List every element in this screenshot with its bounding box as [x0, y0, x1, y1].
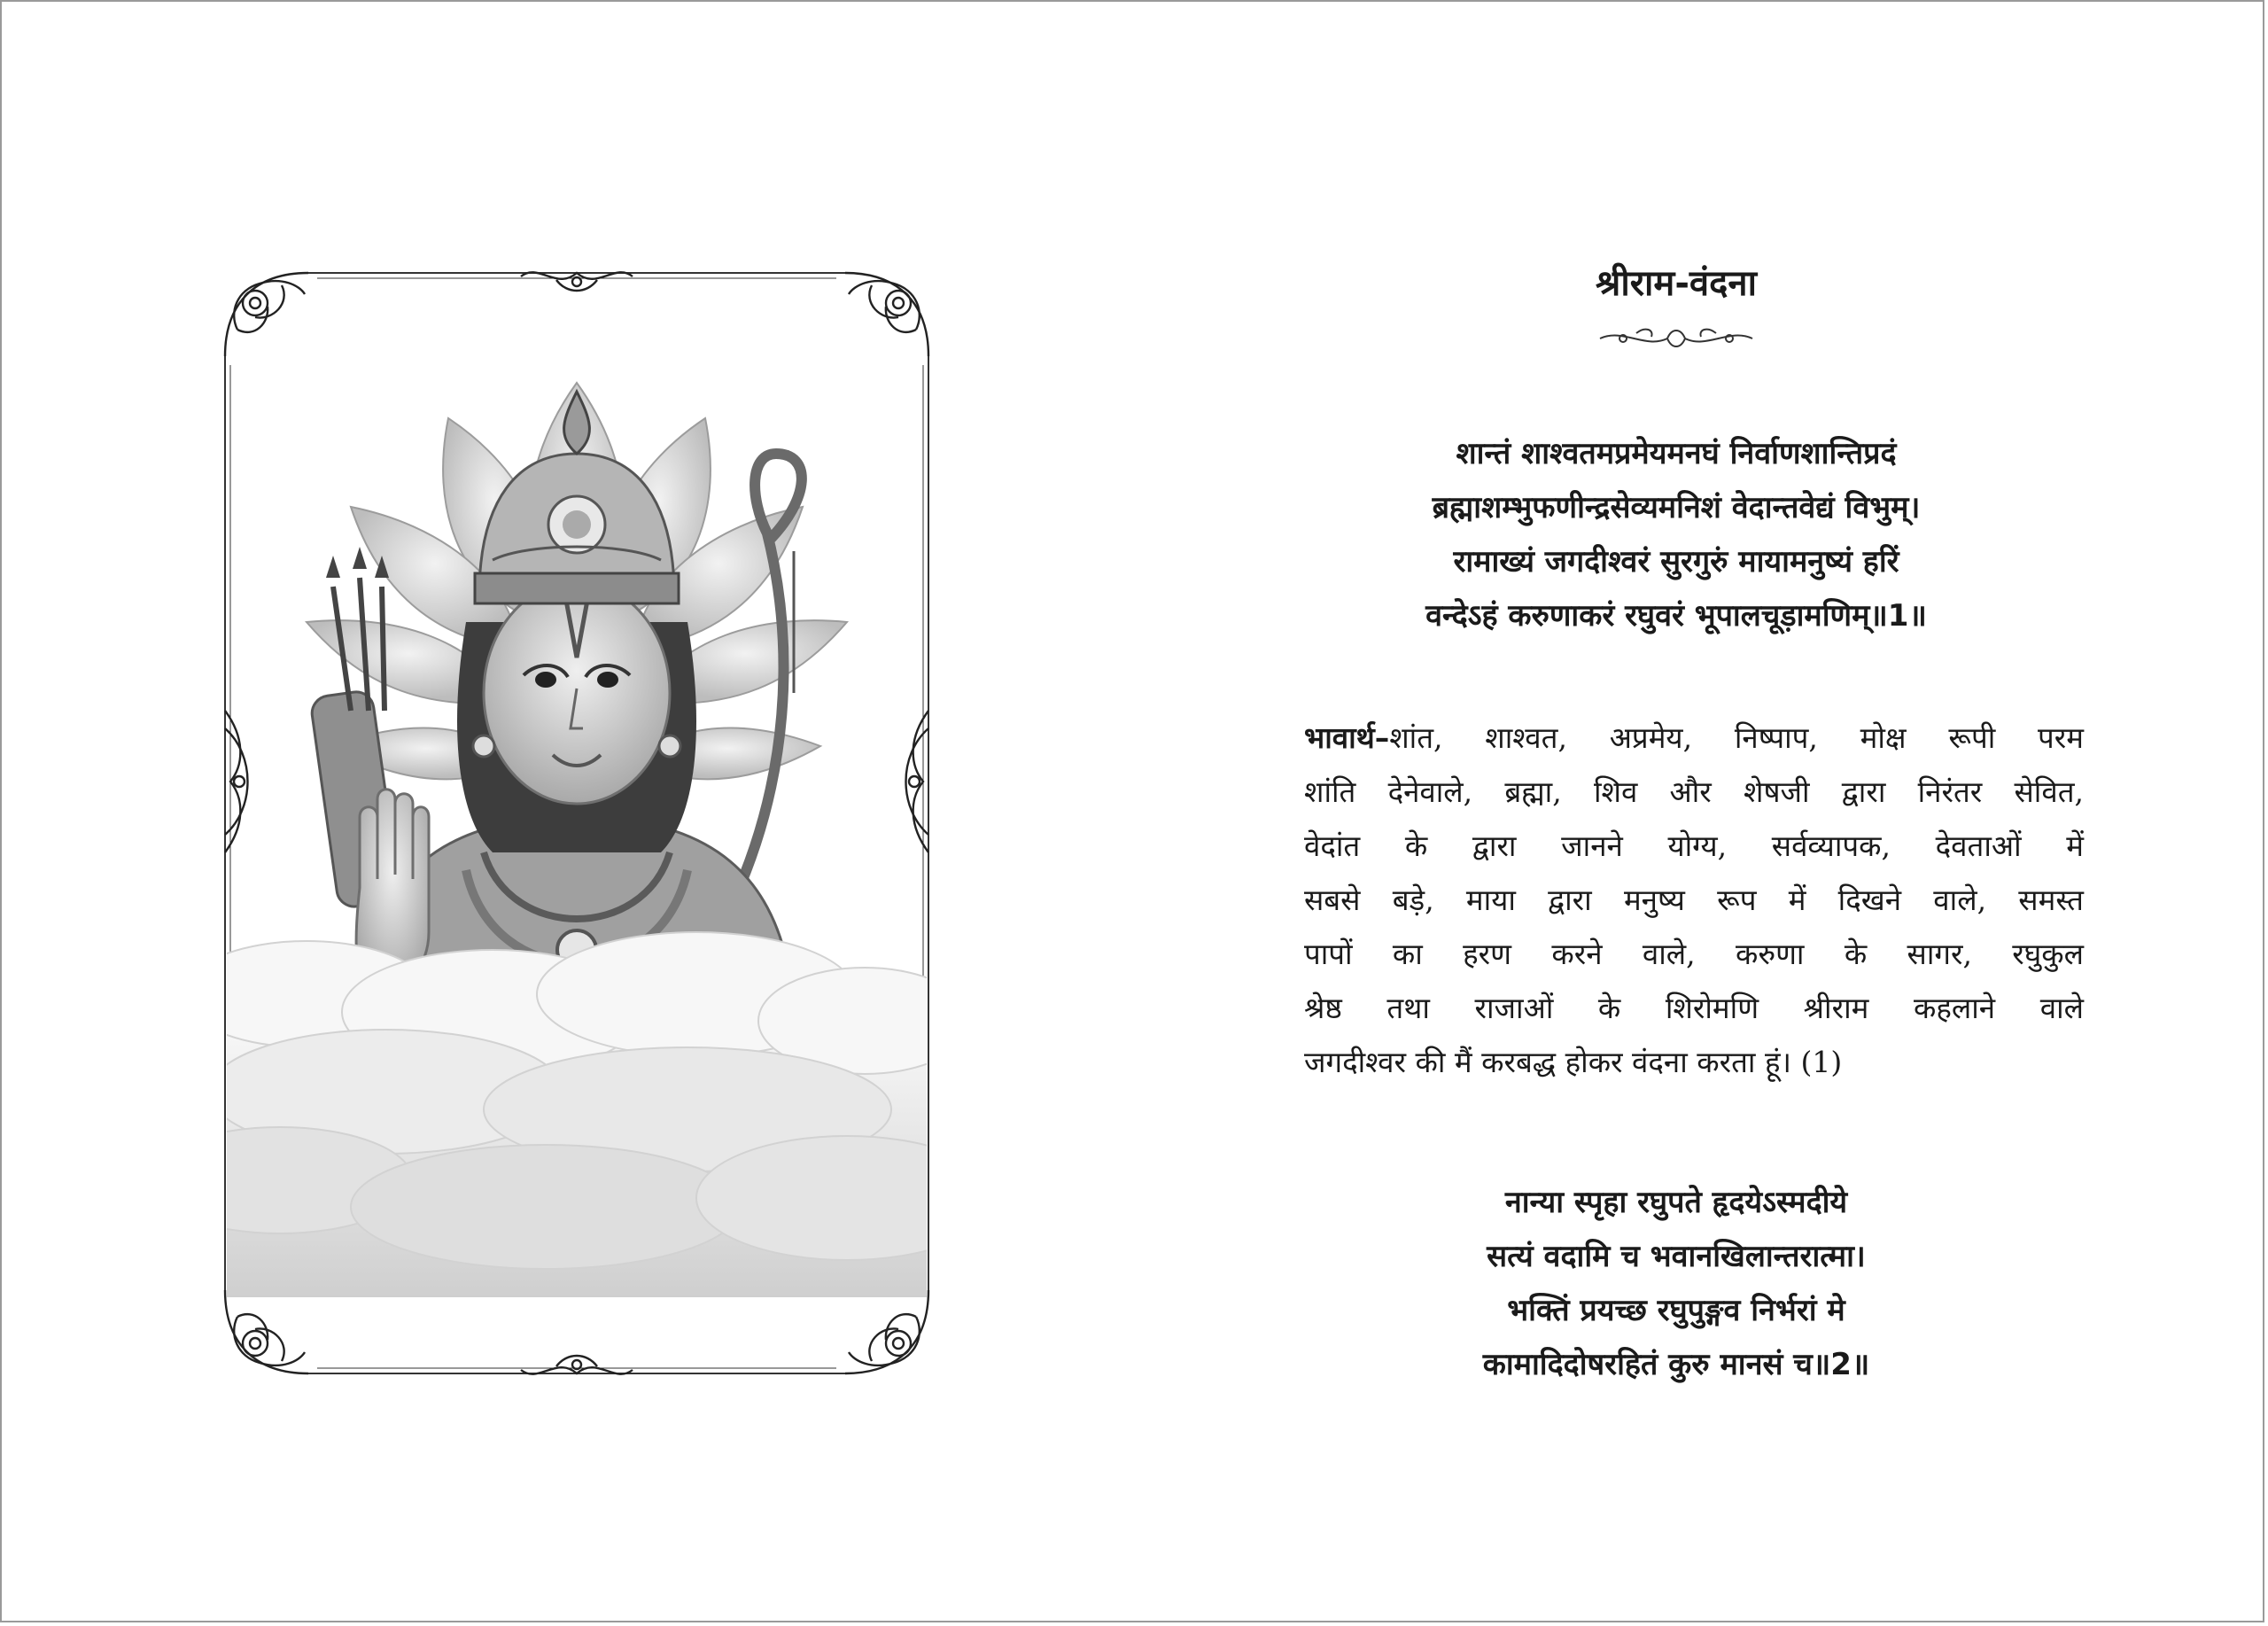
meaning-line-text: शांत, शाश्वत, अप्रमेय, निष्पाप, मोक्ष रूपी परम: [1389, 720, 2084, 755]
corner-ornament-br: [845, 1290, 928, 1373]
meaning-line: जगदीश्वर की मैं करबद्ध होकर वंदना करता हूं। (1): [1304, 1045, 1843, 1079]
meaning-line: श्रेष्ठ तथा राजाओं के शिरोमणि श्रीराम कहलाने वाले: [1304, 991, 2084, 1025]
meaning-line: [1304, 711, 2084, 765]
verse-line: सत्यं वदामि च भवानखिलान्तरात्मा।: [1487, 1239, 1866, 1274]
verse-2: [1242, 1176, 2110, 1392]
verse-line: ब्रह्माशम्भुफणीन्द्रसेव्यमनिशं वेदान्तवेद्यं विभुम्।: [1432, 490, 1921, 525]
verse-line: रामाख्यं जगदीश्वरं सुरगुरुं मायामनुष्यं हरिं: [1453, 544, 1899, 580]
illustration-frame: [220, 268, 934, 1379]
title-divider-ornament: [1596, 321, 1756, 356]
meaning-paragraph: [1304, 711, 2084, 1089]
crown: [475, 392, 679, 603]
shri-ram-illustration: [227, 356, 927, 1297]
verse-line: शान्तं शाश्वतमप्रमेयमनघं निर्वाणशान्तिप्रदं: [1456, 436, 1897, 471]
meaning-line: पापों का हरण करने वाले, करुणा के सागर, रघुकुल: [1304, 937, 2084, 971]
top-center-ornament: [521, 272, 633, 291]
verse-line: भक्तिं प्रयच्छ रघुपुङ्गव निर्भरां मे: [1507, 1293, 1845, 1328]
meaning-label: भावार्थ–: [1304, 720, 1390, 755]
meaning-line: वेदांत के द्वारा जानने योग्य, सर्वव्यापक, देवताओं में: [1304, 829, 2084, 863]
verse-line: नान्या स्पृहा रघुपते हृदयेऽस्मदीये: [1504, 1185, 1848, 1220]
clouds: [227, 932, 927, 1297]
corner-ornament-tr: [845, 273, 928, 356]
verse-line: वन्देऽहं करुणाकरं रघुवरं भूपालचूड़ामणिम्॥1॥: [1425, 598, 1927, 634]
verse-1: [1242, 427, 2110, 643]
bottom-center-ornament: [521, 1356, 633, 1374]
text-page: [1242, 206, 2110, 1464]
meaning-line: शांति देनेवाले, ब्रह्मा, शिव और शेषजी द्वारा निरंतर सेवित,: [1304, 774, 2084, 809]
corner-ornament-tl: [225, 273, 308, 356]
meaning-line: सबसे बड़े, माया द्वारा मनुष्य रूप में दिखने वाले, समस्त: [1304, 883, 2084, 917]
page-title: श्रीराम-वंदना: [1596, 263, 1757, 304]
corner-ornament-bl: [225, 1290, 308, 1373]
verse-line: कामादिदोषरहितं कुरु मानसं च॥2॥: [1482, 1347, 1870, 1382]
